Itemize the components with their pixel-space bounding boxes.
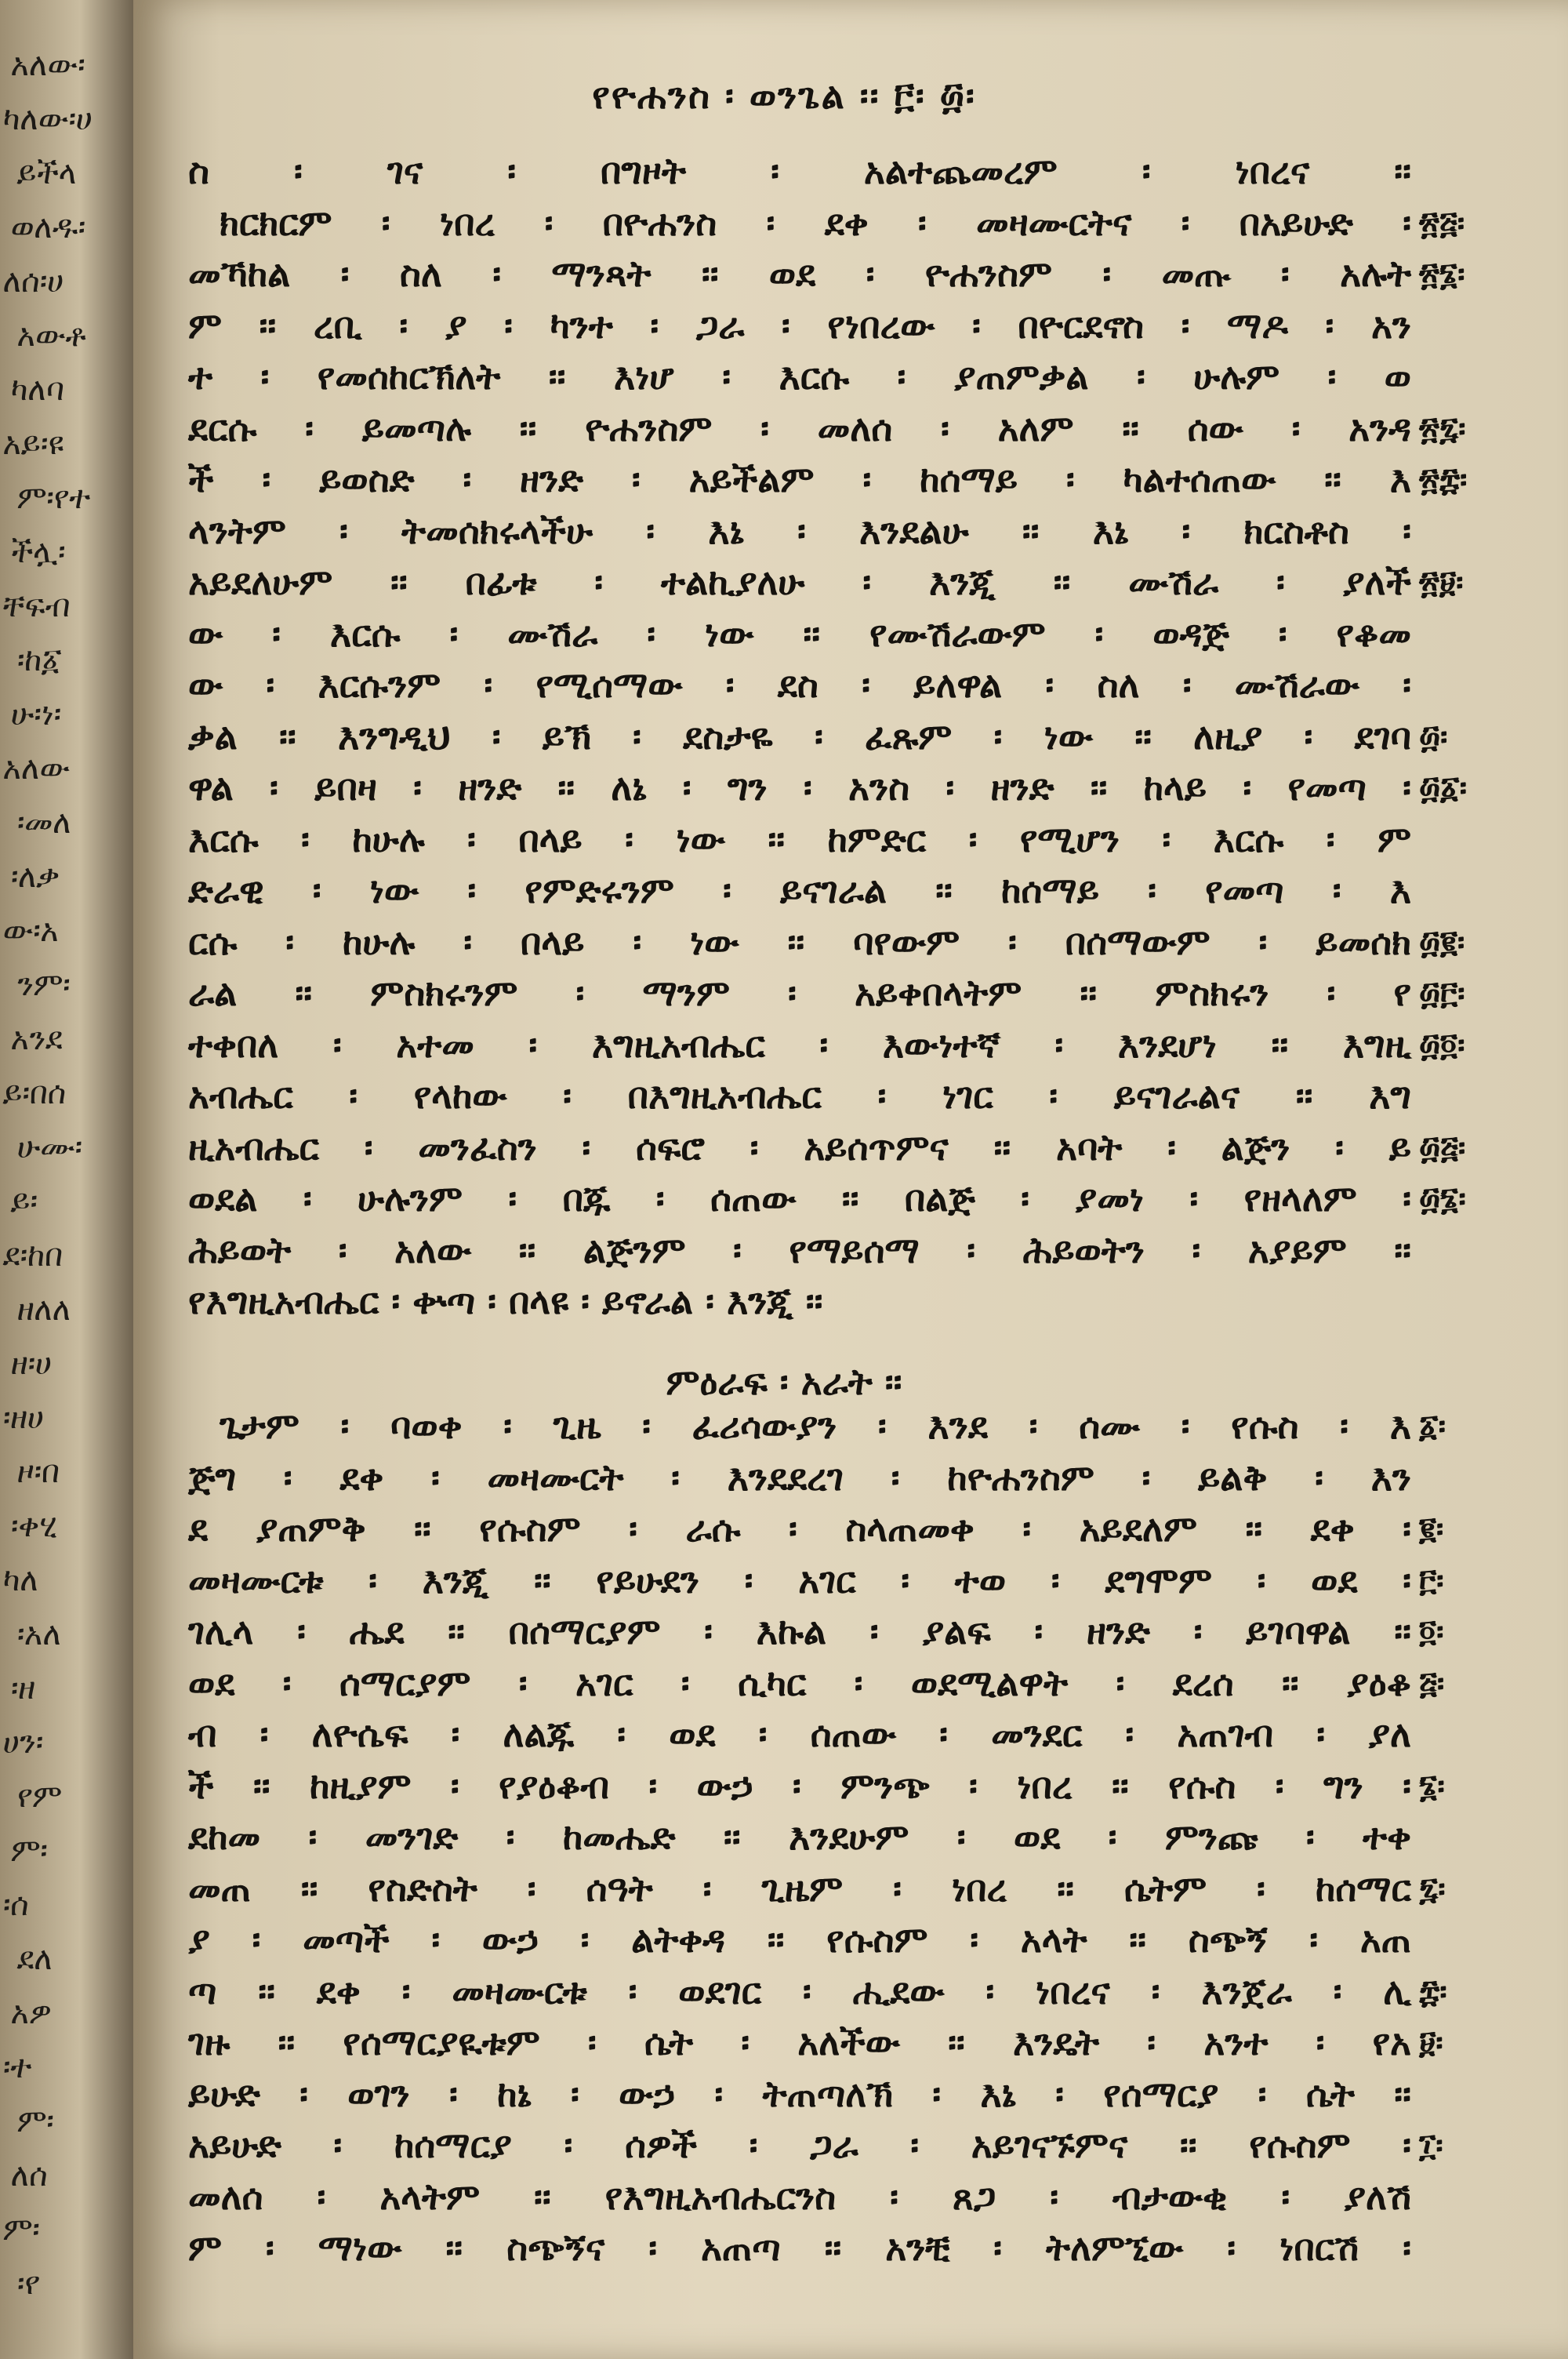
text-line: አብሔር ፡ የላከው ፡ በእግዚአብሔር ፡ ነገር ፡ ይናገራልና ፡፡ እግ <box>188 1074 1411 1117</box>
text-line: አይሁድ ፡ ከሰማርያ ፡ ሰዎች ፡ ጋራ ፡ አይገናኙምና ፡፡ የሱስም ፡ <box>188 2124 1411 2166</box>
gutter-text-line: ካለው፡ሀ <box>2 101 94 137</box>
gutter-text-line: ሁሙ፡ <box>16 1129 84 1165</box>
gutter-text-line: ቸፍብ <box>2 588 72 624</box>
gutter-text-line: አለው <box>2 751 71 787</box>
verse-number: ፯፡ <box>1419 1870 1446 1907</box>
text-line: ራል ፡፡ ምስክሩንም ፡ ማንም ፡ አይቀበላትም ፡፡ ምስክሩን ፡ የ <box>188 972 1411 1014</box>
gutter-text-line: ካለ <box>2 1562 40 1598</box>
gutter-text-line: ችሏ፡ <box>9 534 67 570</box>
gutter-text-line: የም <box>16 1779 64 1815</box>
gutter-text-line: ይ፡በሰ <box>2 1075 68 1111</box>
text-line: ም ፡ ማነው ፡፡ ስጭኝና ፡ አጠጣ ፡፡ አንቺ ፡ ትለምኚው ፡ ነበርሽ ፡ <box>188 2226 1411 2269</box>
gutter-text-line: ካለባ <box>9 372 66 408</box>
gutter-text-line: ም፡ <box>2 2212 42 2248</box>
gutter-text-line: ው፡አ <box>2 913 60 949</box>
verse-number: ፴፭፡ <box>1419 1129 1466 1166</box>
text-line: አይደለሁም ፡፡ በፊቱ ፡ ተልኪያለሁ ፡ እንጂ ፡፡ ሙሽራ ፡ ያለች <box>188 561 1411 603</box>
gutter-text-line: አይ፡ዩ <box>2 426 66 462</box>
text-line: ተቀበለ ፡ አተመ ፡ እግዚአብሔር ፡ እውነተኛ ፡ እንደሆነ ፡፡ እግዚ <box>188 1023 1411 1066</box>
text-line: ጣ ፡፡ ደቀ ፡ መዛሙርቱ ፡ ወደገር ፡ ሒደው ፡ ነበረና ፡ እንጀራ ፡ ሊ <box>188 1969 1411 2012</box>
text-line: ወደ ፡ ሰማርያም ፡ አገር ፡ ሲካር ፡ ወደሚልዋት ፡ ደረሰ ፡፡ ያዕቆ <box>188 1661 1411 1704</box>
text-line: ው ፡ እርሱንም ፡ የሚሰማው ፡ ደስ ፡ ይለዋል ፡ ስለ ፡ ሙሽራው ፡ <box>188 663 1411 706</box>
gutter-text-line: ም፡የተ <box>16 480 92 516</box>
gutter-text-line: ንም፡ <box>16 967 72 1003</box>
gutter-text-line: ፡ዘሀ <box>2 1400 45 1436</box>
gutter-text-line: ም፡ <box>9 1833 49 1869</box>
text-line: ርሱ ፡ ከሁሉ ፡ በላይ ፡ ነው ፡፡ ባየውም ፡ በሰማውም ፡ ይመሰክ <box>188 920 1411 963</box>
verse-number: ፪፡ <box>1419 1511 1444 1547</box>
text-line: ላንትም ፡ ትመሰክሩላችሁ ፡ እኔ ፡ እንደልሁ ፡፡ እኔ ፡ ክርስቶስ ፡ <box>188 509 1411 552</box>
text-line: ገዙ ፡፡ የሰማርያዪቱም ፡ ሴት ፡ አለችው ፡፡ እንዴት ፡ አንተ ፡ የአ <box>188 2021 1411 2063</box>
text-line: ጌታም ፡ ባወቀ ፡ ጊዜ ፡ ፈሪሳውያን ፡ እንደ ፡ ሰሙ ፡ የሱስ ፡ እ <box>220 1405 1411 1447</box>
text-line: መዛሙርቱ ፡ እንጂ ፡፡ የይሁደን ፡ አገር ፡ ተወ ፡ ደግሞም ፡ ወደ ፡ <box>188 1558 1411 1601</box>
text-line: ስ ፡ ገና ፡ በግዞት ፡ አልተጨመረም ፡ ነበረና ፡፡ <box>188 150 1411 192</box>
gutter-text-line: ፡አለ <box>16 1616 63 1652</box>
verse-number: ፳፮፡ <box>1419 256 1465 293</box>
verse-number: ፱፡ <box>1419 2025 1443 2061</box>
text-line: መለሰ ፡ አላትም ፡፡ የእግዚአብሔርንስ ፡ ጸጋ ፡ ብታውቂ ፡ ያለሽ <box>188 2175 1411 2218</box>
gutter-text-line: ደለ <box>16 1941 54 1977</box>
text-line: ው ፡ እርሱ ፡ ሙሽራ ፡ ነው ፡፡ የሙሽራውም ፡ ወዳጅ ፡ የቆመ <box>188 612 1411 655</box>
gutter-text-line: ደ፡ከበ <box>2 1238 64 1274</box>
verse-number: ፴፮፡ <box>1419 1181 1466 1217</box>
verse-number: ፳፱፡ <box>1419 565 1464 601</box>
text-line: ዚአብሔር ፡ መንፈስን ፡ ሰፍሮ ፡ አይሰጥምና ፡፡ አባት ፡ ልጅን ፡ ይ <box>188 1125 1411 1169</box>
gutter-text-line: ይችላ <box>16 155 78 191</box>
text-line: የእግዚአብሔር ፡ ቍጣ ፡ በላዩ ፡ ይኖራል ፡ እንጂ ፡፡ <box>188 1280 823 1322</box>
previous-page-edge <box>0 0 133 2359</box>
verse-number: ፳፯፡ <box>1419 410 1466 447</box>
verse-number: ፮፡ <box>1419 1768 1445 1805</box>
gutter-text-line: አንደ <box>9 1021 64 1057</box>
text-line: ገሊላ ፡ ሔደ ፡፡ በሰማርያም ፡ እኩል ፡ ያልፍ ፡ ዘንድ ፡ ይገባዋል ፡፡ <box>188 1610 1411 1652</box>
gutter-text-line: ሁ፡ነ፡ <box>9 696 63 732</box>
verse-number: ፴፫፡ <box>1419 976 1465 1012</box>
text-line: ች ፡፡ ከዚያም ፡ የያዕቆብ ፡ ውኃ ፡ ምንጭ ፡ ነበረ ፡፡ የሱስ ፡ ግን ፡ <box>188 1764 1411 1807</box>
text-line: ዋል ፡ ይበዛ ፡ ዘንድ ፡፡ ለኔ ፡ ግን ፡ አንስ ፡ ዘንድ ፡፡ ከላይ ፡ የመጣ ፡ <box>188 766 1411 809</box>
gutter-text-line: አዎ <box>9 1995 53 2031</box>
gutter-text-line: ፡ከ፩ <box>16 642 63 678</box>
gutter-text-line: አውቶ <box>16 318 88 354</box>
text-line: ክርክርም ፡ ነበረ ፡ በዮሐንስ ፡ ደቀ ፡ መዛሙርትና ፡ በአይሁድ ፡ <box>220 201 1411 244</box>
gutter-text-line: ፡ተ <box>2 2049 34 2085</box>
text-line: እርሱ ፡ ከሁሉ ፡ በላይ ፡ ነው ፡፡ ከምድር ፡ የሚሆን ፡ እርሱ ፡ ም <box>188 817 1411 860</box>
text-line: ብ ፡ ለዮሴፍ ፡ ለልጁ ፡ ወደ ፡ ሰጠው ፡ መንደር ፡ አጠገብ ፡ ያለ <box>188 1713 1411 1755</box>
verse-number: ፩፡ <box>1419 1408 1446 1445</box>
gutter-text-line: ም፡ <box>16 2103 56 2139</box>
gutter-text-line: ለሰ <box>9 2157 49 2194</box>
chapter-heading: ምዕራፍ ፡ አራት ፡፡ <box>666 1361 902 1403</box>
verse-number: ፫፡ <box>1419 1562 1444 1599</box>
gutter-text-line: ይ፡ <box>9 1183 39 1219</box>
text-line: ም ፡፡ ረቢ ፡ ያ ፡ ካንተ ፡ ጋራ ፡ የነበረው ፡ በዮርደኖስ ፡ ማዶ ፡ አን <box>188 304 1411 347</box>
text-line: መጠ ፡፡ የስድስት ፡ ሰዓት ፡ ጊዜም ፡ ነበረ ፡፡ ሴትም ፡ ከሰማር <box>188 1866 1411 1910</box>
gutter-text-line: ዘ፡ሀ <box>9 1346 53 1382</box>
text-line: መኻከል ፡ ስለ ፡ ማንጻት ፡፡ ወደ ፡ ዮሐንስም ፡ መጡ ፡ አሉት <box>188 253 1411 295</box>
gutter-text-line: ፡መለ <box>16 805 73 841</box>
gutter-text-line: ፡ለቃ <box>9 859 61 895</box>
text-line: ደ ያጠምቅ ፡፡ የሱስም ፡ ራሱ ፡ ስላጠመቀ ፡ አይደለም ፡፡ ደቀ ፡ <box>188 1507 1411 1550</box>
verse-number: ፳፰፡ <box>1419 462 1468 498</box>
text-line: ተ ፡ የመሰከርኽለት ፡፡ እነሆ ፡ እርሱ ፡ ያጠምቃል ፡ ሁሉም ፡ ወ <box>188 355 1411 398</box>
verse-number: ፰፡ <box>1419 1973 1447 2010</box>
gutter-text-line: ወለዱ፡ <box>9 209 87 245</box>
verse-number: ፴፬፡ <box>1419 1027 1465 1063</box>
gutter-text-line: ፡ዘ <box>9 1670 37 1707</box>
verse-number: ፭፡ <box>1419 1665 1445 1702</box>
verse-number: ፳፭፡ <box>1419 205 1465 242</box>
verse-number: ፴፪፡ <box>1419 924 1465 961</box>
text-line: ጅግ ፡ ደቀ ፡ መዛሙርት ፡ እንደደረገ ፡ ከዮሐንስም ፡ ይልቅ ፡ እን <box>188 1456 1411 1499</box>
text-line: ወደል ፡ ሁሉንም ፡ በጁ ፡ ሰጠው ፡፡ በልጅ ፡ ያመነ ፡ የዘላለም ፡ <box>188 1177 1411 1219</box>
text-line: ሕይወት ፡ አለው ፡፡ ልጅንም ፡ የማይሰማ ፡ ሕይወትን ፡ አያይም ፡፡ <box>188 1228 1411 1271</box>
text-line: ቃል ፡፡ እንግዲህ ፡ ይኽ ፡ ደስታዬ ፡ ፈጹም ፡ ነው ፡፡ ለዚያ ፡ ደገባ <box>188 714 1411 758</box>
gutter-text-line: ፡የ <box>16 2266 42 2302</box>
text-line: ድራዊ ፡ ነው ፡ የምድሩንም ፡ ይናገራል ፡፡ ከሰማይ ፡ የመጣ ፡ እ <box>188 869 1411 911</box>
gutter-text-line: ሀን፡ <box>2 1725 45 1761</box>
verse-number: ፴፩፡ <box>1419 770 1468 806</box>
gutter-text-line: አለው፡ <box>9 47 87 83</box>
text-line: ይሁድ ፡ ወገን ፡ ከኔ ፡ ውኃ ፡ ትጠጣለኽ ፡ እኔ ፡ የሰማርያ ፡ ሴት ፡፡ <box>188 2072 1411 2115</box>
gutter-text-line: ፡ቀሂ <box>9 1508 60 1544</box>
text-line: ያ ፡ መጣች ፡ ውኃ ፡ ልትቀዳ ፡፡ የሱስም ፡ አላት ፡፡ ስጭኝ ፡ አጠ <box>188 1918 1411 1961</box>
gutter-text-line: ዘለለ <box>16 1292 73 1328</box>
verse-number: ፬፡ <box>1419 1614 1444 1650</box>
running-header: የዮሐንስ ፡ ወንጌል ፡፡ ፫፡ ፴፡ <box>592 75 976 117</box>
gutter-text-line: ለሰ፡ሀ <box>2 264 65 300</box>
gutter-text-line: ዞ፡በ <box>16 1454 61 1490</box>
text-line: ደከመ ፡ መንገድ ፡ ከመሔድ ፡፡ እንደሁም ፡ ወደ ፡ ምንጩ ፡ ተቀ <box>188 1816 1411 1858</box>
verse-number: ፴፡ <box>1419 718 1448 755</box>
gutter-text-line: ፡ሰ <box>2 1887 31 1923</box>
text-line: ደርሱ ፡ ይመጣሉ ፡፡ ዮሐንስም ፡ መለሰ ፡ አለም ፡፡ ሰው ፡ አንዳ <box>188 406 1411 449</box>
verse-number: ፲፡ <box>1419 2128 1443 2164</box>
text-line: ች ፡ ይወስድ ፡ ዘንድ ፡ አይችልም ፡ ከሰማይ ፡ ካልተሰጠው ፡፡ እ <box>188 458 1411 500</box>
